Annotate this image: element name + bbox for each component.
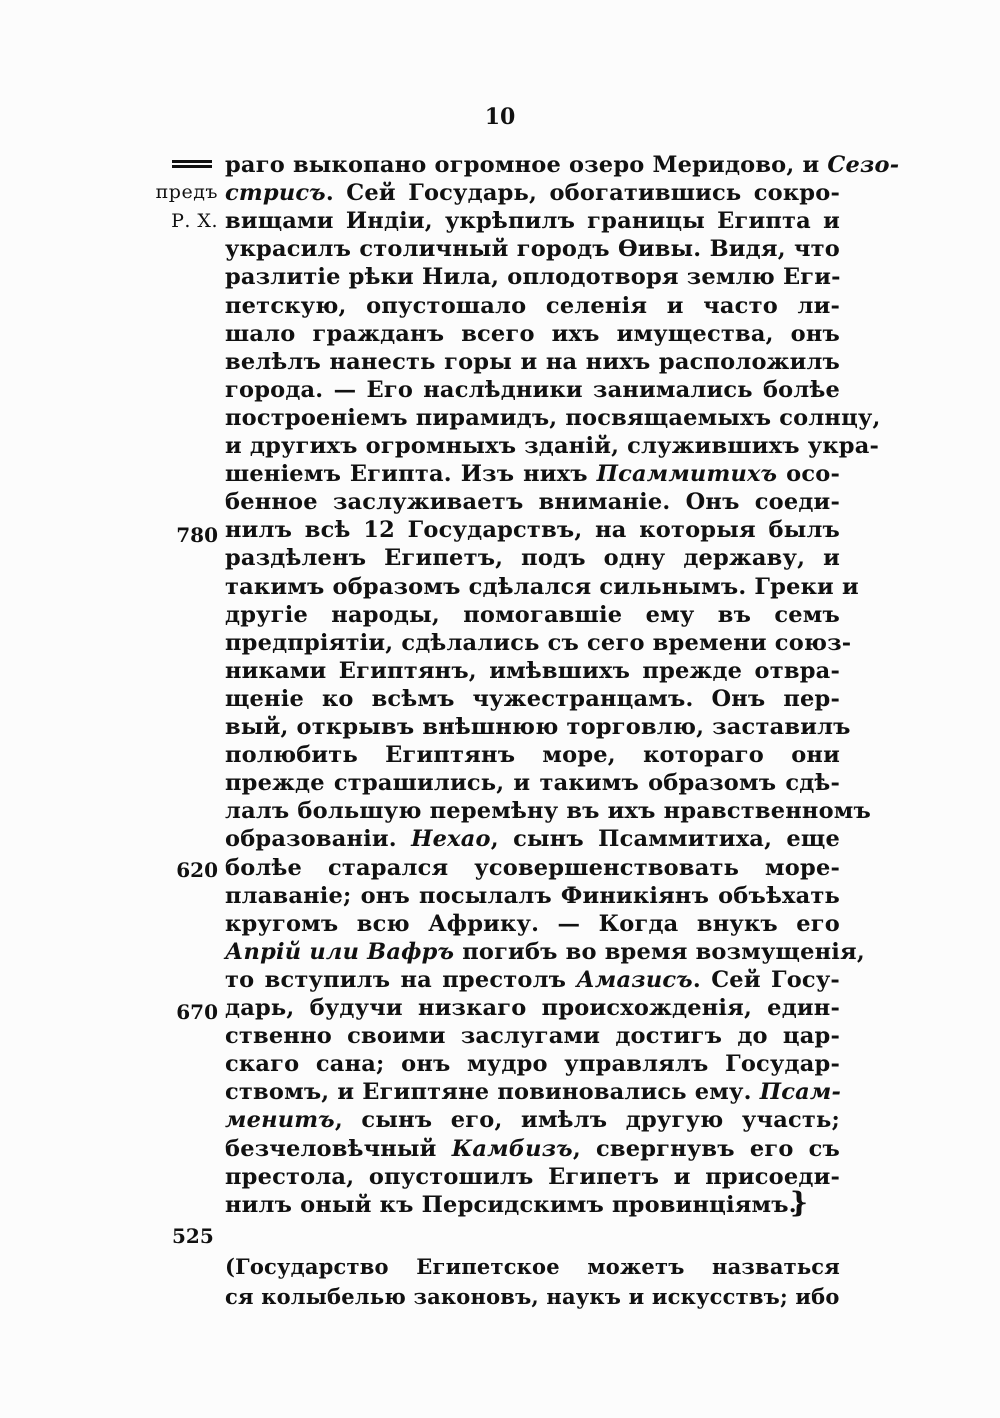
text-line: престола, опустошилъ Египетъ и присоеди-: [225, 1163, 840, 1190]
text-line: плаваніе; онъ посылалъ Финикіянъ объѣхать: [225, 882, 840, 909]
text-line: такимъ образомъ сдѣлался сильнымъ. Греки и: [225, 573, 859, 600]
text-line: стрисъ. Сей Государь, обогатившись сокро-: [225, 180, 840, 207]
text-line: построеніемъ пирамидъ, посвящаемыхъ солнцу,: [225, 404, 881, 431]
text-line: щеніе ко всѣмъ чужестранцамъ. Онъ пер-: [225, 685, 840, 712]
margin-year-780: 780: [176, 523, 218, 547]
text-line: раздѣленъ Египетъ, подъ одну державу, и: [225, 545, 840, 572]
text-line: Апрій или Вафръ погибъ во время возмущенія,: [225, 938, 865, 965]
page-number: 10: [484, 104, 516, 130]
text-line: вый, открывъ внѣшнюю торговлю, заставилъ: [225, 714, 851, 740]
text-line: нилъ оный къ Персидскимъ провинціямъ.: [225, 1191, 797, 1218]
footnote-line: (Государство Египетское можетъ назваться: [225, 1254, 840, 1279]
text-line: вищами Индіи, укрѣпилъ границы Египта и: [225, 208, 840, 235]
closing-bracket: }: [790, 1186, 809, 1219]
text-line: полюбить Египтянъ море, котораго они: [225, 742, 840, 769]
section-rule: [172, 160, 212, 170]
text-line: дарь, будучи низкаго происхожденія, един-: [225, 995, 840, 1021]
margin-year-525: 525: [172, 1224, 214, 1248]
margin-year-620: 620: [176, 858, 218, 882]
margin-note-pred: предъ: [155, 181, 218, 203]
text-line: петскую, опустошало селенія и часто ли-: [225, 292, 840, 319]
text-line: безчеловѣчный Камбизъ, свергнувъ его съ: [225, 1135, 841, 1162]
text-line: кругомъ всю Африку. — Когда внукъ его: [225, 910, 840, 937]
text-line: шеніемъ Египта. Изъ нихъ Псаммитихъ осо-: [225, 461, 840, 488]
text-line: ствомъ, и Египтяне повиновались ему. Псам-: [225, 1079, 842, 1106]
text-line: лалъ большую перемѣну въ ихъ нравственномъ: [225, 798, 872, 825]
text-line: нилъ всѣ 12 Государствъ, на которыя былъ: [225, 517, 840, 544]
text-line: другіе народы, помогавшіе ему въ семъ: [225, 601, 840, 628]
text-line: разлитіе рѣки Нила, оплодотворя землю Еги-: [225, 264, 841, 291]
text-line: города. — Его наслѣдники занимались болѣе: [225, 376, 840, 403]
text-line: то вступилъ на престолъ Амазисъ. Сей Госу-: [225, 966, 840, 993]
text-line: менитъ, сынъ его, имѣлъ другую участь;: [225, 1107, 840, 1134]
text-line: шало гражданъ всего ихъ имущества, онъ: [225, 320, 840, 347]
footnote-line: ся колыбелью законовъ, наукъ и искусствъ; ибо: [225, 1284, 840, 1309]
text-line: предпріятіи, сдѣлались съ сего времени союз-: [225, 629, 852, 656]
text-line: ственно своими заслугами достигъ до цар-: [225, 1023, 840, 1050]
margin-year-670: 670: [176, 1000, 218, 1024]
text-line: бенное заслуживаетъ вниманіе. Онъ соеди-: [225, 489, 840, 516]
text-line: образованіи. Нехао, сынъ Псаммитиха, еще: [225, 826, 840, 853]
text-line: и другихъ огромныхъ зданій, служившихъ укра-: [225, 433, 880, 459]
text-line: болѣе старался усовершенствовать море-: [225, 854, 840, 881]
text-line: прежде страшились, и такимъ образомъ сдѣ-: [225, 770, 840, 797]
text-line: раго выкопано огромное озеро Меридово, и Сезо-: [225, 152, 900, 178]
text-line: велѣлъ нанесть горы и на нихъ расположилъ: [225, 348, 840, 375]
margin-note-rx: Р. Х.: [171, 210, 218, 232]
text-line: скаго сана; онъ мудро управлялъ Государ-: [225, 1051, 840, 1078]
text-line: никами Египтянъ, имѣвшихъ прежде отвра-: [225, 657, 840, 684]
text-line: украсилъ столичный городъ Ѳивы. Видя, что: [225, 236, 840, 263]
